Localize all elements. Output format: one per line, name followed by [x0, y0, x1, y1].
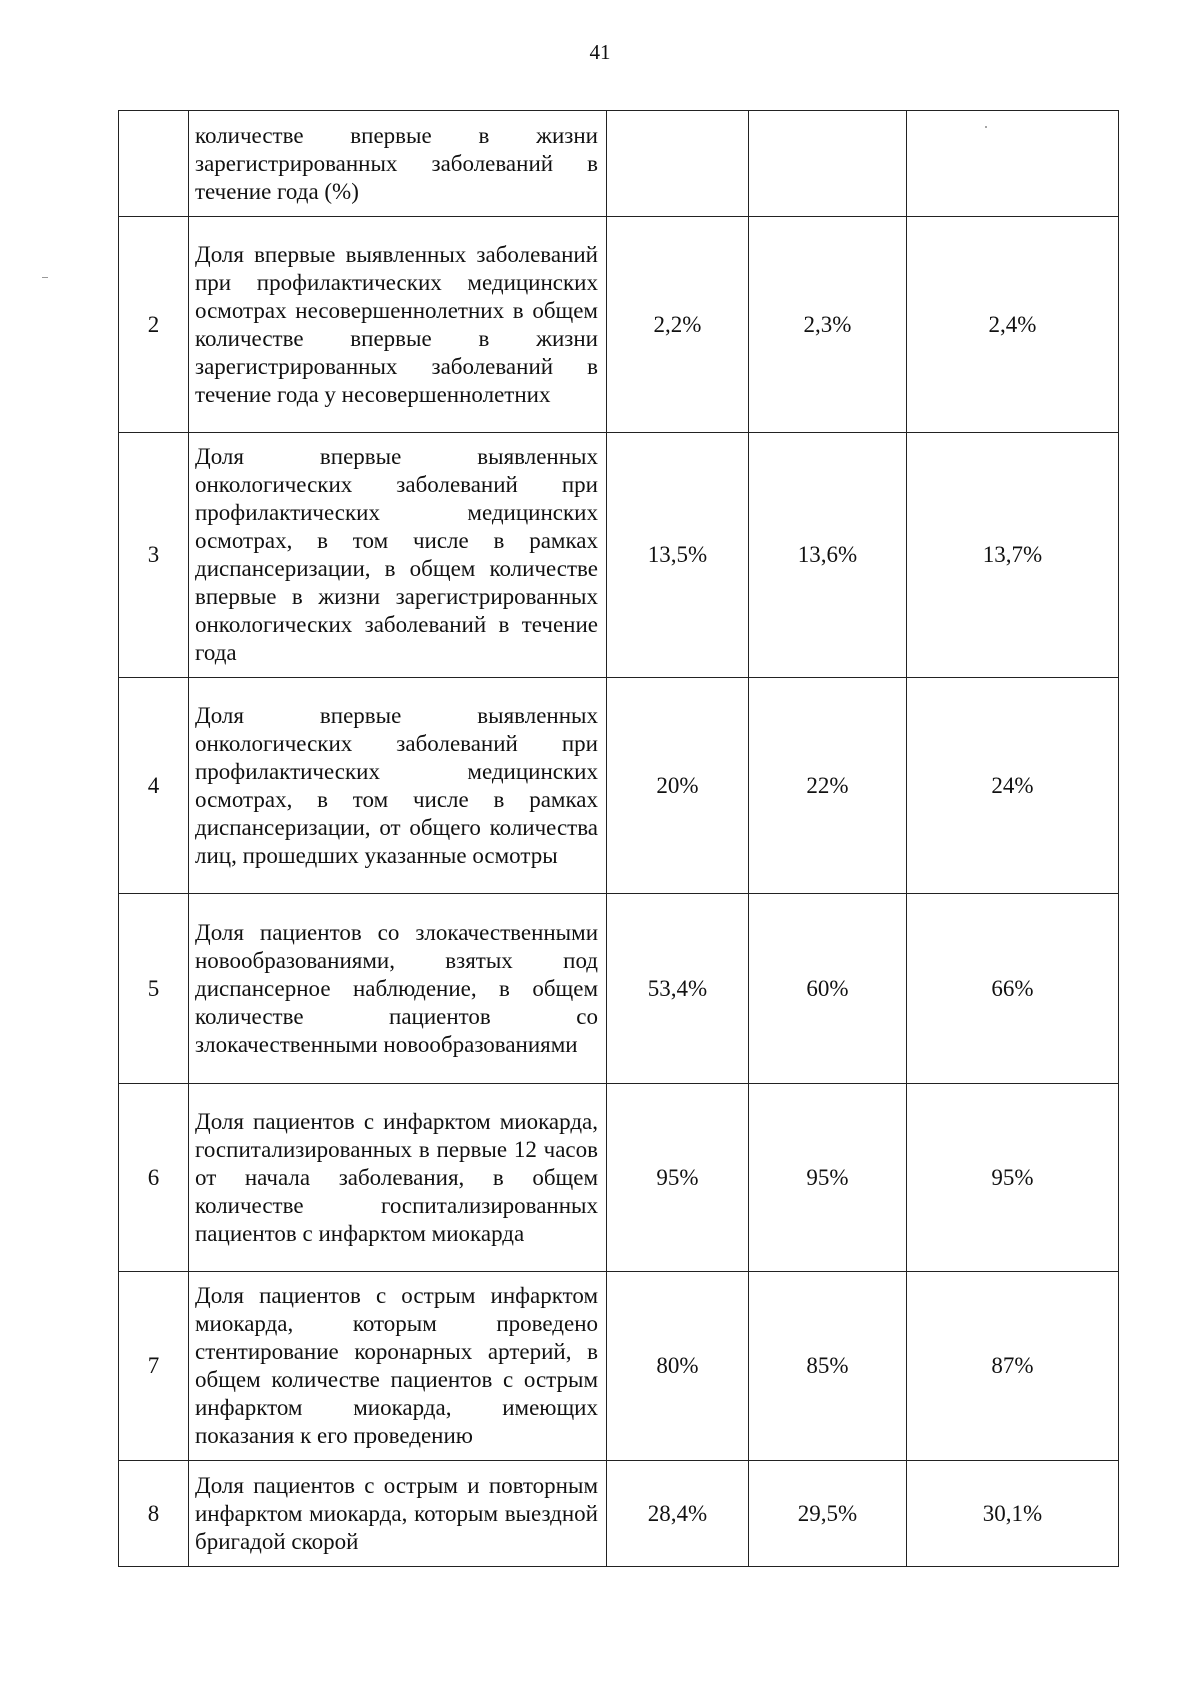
table-row	[119, 894, 1119, 1084]
row-number	[119, 111, 189, 217]
value-year-2: 85%	[749, 1272, 907, 1461]
value-year-2: 95%	[749, 1084, 907, 1272]
value-year-2: 60%	[749, 894, 907, 1084]
table-row	[119, 217, 1119, 433]
value-year-1: 28,4%	[607, 1461, 749, 1567]
value-year-1: 80%	[607, 1272, 749, 1461]
row-number: 6	[119, 1084, 189, 1272]
value-year-3: 95%	[907, 1084, 1119, 1272]
value-year-2: 29,5%	[749, 1461, 907, 1567]
indicator-description: Доля пациентов с острым и повторным инфарктом миокарда, которым выездной бригадой скорой	[189, 1461, 607, 1567]
indicator-description: Доля впервые выявленных онкологических заболеваний при профилактических медицинских осмотрах, в том числе в рамках диспансеризации, от общего количества лиц, прошедших указанные осмотры	[189, 678, 607, 894]
value-year-3	[907, 111, 1119, 217]
table-row	[119, 111, 1119, 217]
value-year-3: 13,7%	[907, 433, 1119, 678]
value-year-3: 2,4%	[907, 217, 1119, 433]
row-number: 2	[119, 217, 189, 433]
scan-mark	[42, 277, 48, 278]
value-year-1: 20%	[607, 678, 749, 894]
row-number: 5	[119, 894, 189, 1084]
value-year-1: 13,5%	[607, 433, 749, 678]
value-year-1: 53,4%	[607, 894, 749, 1084]
indicator-description: количестве впервые в жизни зарегистрированных заболеваний в течение года (%)	[189, 111, 607, 217]
row-number: 8	[119, 1461, 189, 1567]
value-year-2: 2,3%	[749, 217, 907, 433]
value-year-1: 95%	[607, 1084, 749, 1272]
page-number: 41	[589, 40, 611, 64]
value-year-2: 13,6%	[749, 433, 907, 678]
row-number: 4	[119, 678, 189, 894]
indicator-description: Доля пациентов со злокачественными новообразованиями, взятых под диспансерное наблюдение, в общем количестве пациентов со злокачественными новообразованиями	[189, 894, 607, 1084]
row-number: 3	[119, 433, 189, 678]
table-row	[119, 678, 1119, 894]
value-year-1: 2,2%	[607, 217, 749, 433]
value-year-1	[607, 111, 749, 217]
value-year-3: 30,1%	[907, 1461, 1119, 1567]
indicator-description: Доля пациентов с острым инфарктом миокарда, которым проведено стентирование коронарных артерий, в общем количестве пациентов с острым инфарктом миокарда, имеющих показания к его проведению	[189, 1272, 607, 1461]
value-year-2	[749, 111, 907, 217]
row-number: 7	[119, 1272, 189, 1461]
table-row	[119, 1461, 1119, 1567]
value-year-2: 22%	[749, 678, 907, 894]
table-row	[119, 1084, 1119, 1272]
value-year-3: 87%	[907, 1272, 1119, 1461]
indicator-description: Доля пациентов с инфарктом миокарда, госпитализированных в первые 12 часов от начала заболевания, в общем количестве госпитализированных пациентов с инфарктом миокарда	[189, 1084, 607, 1272]
value-year-3: 66%	[907, 894, 1119, 1084]
indicator-description: Доля впервые выявленных онкологических заболеваний при профилактических медицинских осмотрах, в том числе в рамках диспансеризации, в общем количестве впервые в жизни зарегистрированных онкологических заболеваний в течение года	[189, 433, 607, 678]
indicators-table	[118, 110, 1119, 1567]
value-year-3: 24%	[907, 678, 1119, 894]
indicator-description: Доля впервые выявленных заболеваний при профилактических медицинских осмотрах несовершеннолетних в общем количестве впервые в жизни зарегистрированных заболеваний в течение года у несовершеннолетних	[189, 217, 607, 433]
table-row	[119, 433, 1119, 678]
table-row	[119, 1272, 1119, 1461]
